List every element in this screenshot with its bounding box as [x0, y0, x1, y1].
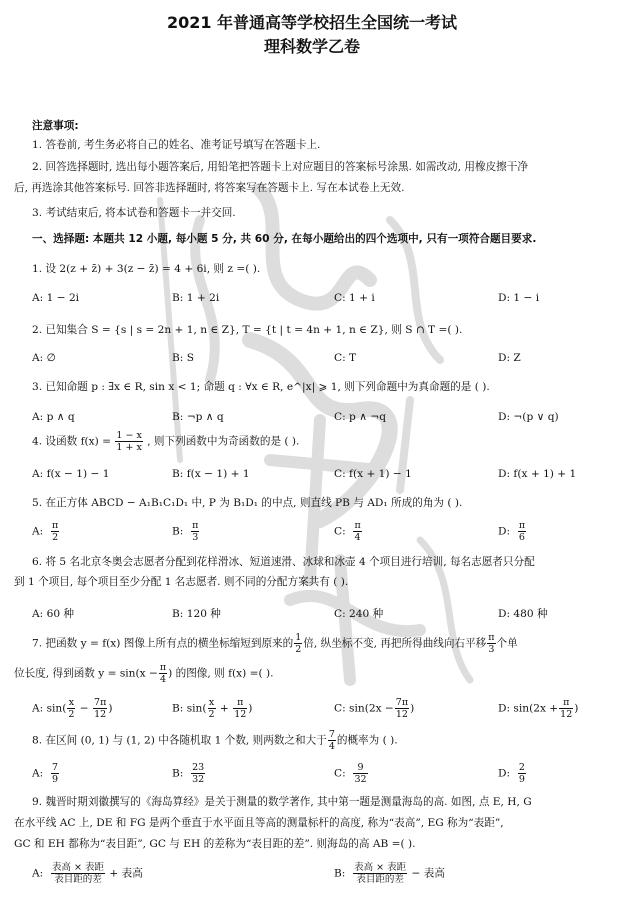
q5-a-num: π	[51, 520, 59, 531]
q4-fraction	[115, 430, 142, 453]
q4-frac-den: 1 + x	[116, 442, 142, 453]
q9-a-label: A:	[32, 867, 44, 880]
q8-d-den: 9	[518, 774, 525, 785]
note-1: 1. 答卷前, 考生务必将自己的姓名、准考证号填写在答题卡上.	[32, 139, 321, 151]
q5-option-b	[172, 520, 200, 543]
q7-option-c	[334, 697, 414, 720]
q7-l1-den: 2	[295, 644, 302, 655]
q9-option-a	[32, 862, 143, 885]
q7-c-num: 7π	[395, 697, 409, 708]
q9-a-num: 表高 × 表距	[51, 862, 104, 873]
q5-option-d	[498, 520, 527, 543]
q8-b-num: 23	[192, 762, 205, 773]
q5-d-label: D:	[498, 525, 511, 538]
q2-option-d: D: Z	[498, 352, 521, 364]
q7-stem-1	[32, 632, 518, 655]
q9-b-den: 表目距的差	[356, 874, 404, 885]
q8-frac-num: 7	[328, 729, 335, 740]
q5-c-den: 4	[354, 532, 361, 543]
q7-option-a	[32, 697, 112, 720]
q7-a-num2: 7π	[94, 697, 107, 708]
q9-stem-3: GC 和 EH 都称为“表目距”, GC 与 EH 的差称为“表目距的差”. 则海岛的高 AB =( ).	[14, 838, 416, 850]
q9-option-b	[334, 862, 445, 885]
exam-subtitle: 理科数学乙卷	[263, 37, 360, 56]
q3-stem: 3. 已知命题 p : ∃x ∈ R, sin x < 1; 命题 q : ∀x ∈ R, e^|x| ⩾ 1, 则下列命题中为真命题的是 ( ).	[32, 381, 490, 393]
q7-a-den2: 12	[94, 709, 107, 720]
q5-stem: 5. 在正方体 ABCD − A₁B₁C₁D₁ 中, P 为 B₁D₁ 的中点, 则直线 PB 与 AD₁ 所成的角为 ( ).	[32, 497, 463, 509]
q7-l1-den2: 3	[488, 644, 495, 655]
q1-option-a: A: 1 − 2i	[32, 292, 80, 304]
q8-stem-pre: 8. 在区间 (0, 1) 与 (1, 2) 中各随机取 1 个数, 则两数之和大于	[32, 734, 327, 747]
q8-b-label: B:	[172, 767, 184, 780]
q8-stem-post: 的概率为 ( ).	[336, 734, 398, 747]
q5-b-label: B:	[172, 525, 184, 538]
q7-a-mid: −	[76, 702, 93, 715]
note-2a: 2. 回答选择题时, 选出每小题答案后, 用铅笔把答题卡上对应题目的答案标号涂黑. 如需改动, 用橡皮擦干净	[32, 161, 528, 173]
q8-a-den: 9	[51, 774, 59, 785]
q7-l1a: 7. 把函数 y = f(x) 图像上所有点的横坐标缩短到原来的	[32, 637, 294, 650]
q5-a-label: A:	[32, 525, 44, 538]
q7-l1-num: 1	[295, 632, 302, 643]
q6-option-d: D: 480 种	[498, 608, 548, 620]
q6-option-b: B: 120 种	[172, 608, 221, 620]
q7-option-d	[498, 697, 578, 720]
q4-stem-pre: 4. 设函数 f(x) =	[32, 435, 112, 448]
q7-d-pre: D: sin(2x +	[498, 702, 559, 715]
q9-stem-1: 9. 魏晋时期刘徽撰写的《海岛算经》是关于测量的数学著作, 其中第一题是测量海岛的高. 如图, 点 E, H, G	[32, 796, 532, 808]
q7-d-num: π	[559, 697, 573, 709]
note-2b: 后, 再选涂其他答案标号. 回答非选择题时, 将答案写在答题卡上. 写在本试卷上无效.	[14, 182, 405, 194]
q8-c-label: C:	[334, 767, 346, 780]
q8-c-num: 9	[353, 762, 367, 774]
q7-l1-num2: π	[488, 632, 495, 643]
q4-option-b: B: f(x − 1) + 1	[172, 468, 250, 480]
q9-a-den: 表目距的差	[54, 874, 102, 885]
q4-option-d: D: f(x + 1) + 1	[498, 468, 577, 480]
q7-l2b: ) 的图像, 则 f(x) =( ).	[168, 667, 274, 680]
q8-stem	[32, 729, 398, 752]
q2-option-c: C: T	[334, 352, 357, 364]
q5-option-a	[32, 520, 60, 543]
q7-d-den: 12	[560, 709, 573, 720]
q7-b-mid: +	[216, 702, 233, 715]
q3-option-d: D: ¬(p ∨ q)	[498, 411, 559, 423]
q7-option-b	[172, 697, 252, 720]
q7-a-num1: x	[68, 697, 75, 708]
q7-b-den2: 12	[234, 709, 247, 720]
q7-a-den1: 2	[68, 709, 75, 720]
q8-option-d	[498, 762, 527, 785]
q9-b-end: − 表高	[411, 867, 445, 880]
notes-heading: 注意事项:	[32, 120, 79, 132]
q8-option-c	[334, 762, 369, 785]
q7-l2a: 位长度, 得到函数 y = sin(x −	[14, 667, 158, 680]
q8-option-a	[32, 762, 60, 785]
q8-a-label: A:	[32, 767, 44, 780]
q7-b-end: )	[248, 702, 253, 715]
q9-stem-2: 在水平线 AC 上, DE 和 FG 是两个垂直于水平面且等高的测量标杆的高度, 称为“表高”, EG 称为“表距”,	[14, 817, 504, 829]
q4-frac-num: 1 − x	[116, 430, 142, 441]
q5-c-label: C:	[334, 525, 346, 538]
q3-option-c: C: p ∧ ¬q	[334, 411, 386, 423]
q8-b-den: 32	[192, 774, 205, 785]
q7-b-pre: B: sin(	[172, 702, 207, 715]
q5-c-num: π	[354, 520, 361, 531]
q8-d-num: 2	[518, 762, 525, 773]
q8-a-num: 7	[51, 762, 59, 773]
q4-stem-post: , 则下列函数中为奇函数的是 ( ).	[147, 435, 300, 448]
q6-option-c: C: 240 种	[334, 608, 384, 620]
q6-option-a: A: 60 种	[32, 608, 75, 620]
q5-a-den: 2	[52, 532, 59, 543]
q5-b-den: 3	[192, 532, 199, 543]
q5-b-num: π	[192, 520, 199, 531]
q8-option-b	[172, 762, 206, 785]
q4-option-a: A: f(x − 1) − 1	[32, 468, 110, 480]
q1-option-c: C: 1 + i	[334, 292, 375, 304]
q2-stem: 2. 已知集合 S = {s | s = 2n + 1, n ∈ Z}, T = {t | t = 4n + 1, n ∈ Z}, 则 S ∩ T =( ).	[32, 324, 463, 336]
q1-stem: 1. 设 2(z + z̄) + 3(z − z̄) = 4 + 6i, 则 z =( ).	[32, 263, 261, 275]
q7-d-end: )	[574, 702, 579, 715]
q7-a-end: )	[108, 702, 113, 715]
q2-option-a: A: ∅	[32, 352, 56, 364]
q9-b-label: B:	[334, 867, 346, 880]
q7-c-pre: C: sin(2x −	[334, 702, 394, 715]
q7-b-den1: 2	[208, 709, 215, 720]
q7-a-pre: A: sin(	[32, 702, 67, 715]
q7-stem-2	[14, 662, 274, 685]
q7-l2-num: π	[159, 662, 167, 673]
q5-option-c	[334, 520, 363, 543]
q4-option-c: C: f(x + 1) − 1	[334, 468, 412, 480]
exam-title: 2021 年普通高等学校招生全国统一考试	[166, 13, 458, 32]
q2-option-b: B: S	[172, 352, 194, 364]
q7-l1b: 倍, 纵坐标不变, 再把所得曲线向右平移	[303, 637, 487, 650]
q1-option-d: D: 1 − i	[498, 292, 540, 304]
q8-c-den: 32	[354, 774, 367, 785]
q7-b-num1: x	[208, 697, 215, 708]
q7-l1c: 个单	[496, 637, 518, 650]
q6-stem-2: 到 1 个项目, 每个项目至少分配 1 名志愿者. 则不同的分配方案共有 ( ).	[14, 576, 349, 588]
q3-option-a: A: p ∧ q	[32, 411, 75, 423]
q7-b-num2: π	[233, 697, 247, 709]
q5-d-den: 6	[518, 532, 525, 543]
q1-option-b: B: 1 + 2i	[172, 292, 220, 304]
q9-b-num: 表高 × 表距	[354, 862, 407, 873]
q4-stem	[32, 430, 299, 453]
note-3: 3. 考试结束后, 将本试卷和答题卡一并交回.	[32, 207, 236, 219]
q8-frac-den: 4	[328, 741, 335, 752]
section-heading: 一、选择题: 本题共 12 小题, 每小题 5 分, 共 60 分, 在每小题给出的四个选项中, 只有一项符合题目要求.	[32, 233, 537, 245]
q6-stem-1: 6. 将 5 名北京冬奥会志愿者分配到花样滑冰、短道速滑、冰球和冰壶 4 个项目进行培训, 每名志愿者只分配	[32, 556, 535, 568]
q3-option-b: B: ¬p ∧ q	[172, 411, 224, 423]
q5-d-num: π	[518, 520, 526, 531]
q8-d-label: D:	[498, 767, 511, 780]
q7-c-end: )	[410, 702, 415, 715]
q7-c-den: 12	[395, 709, 408, 720]
q7-l2-den: 4	[159, 674, 166, 685]
q9-a-end: + 表高	[109, 867, 143, 880]
